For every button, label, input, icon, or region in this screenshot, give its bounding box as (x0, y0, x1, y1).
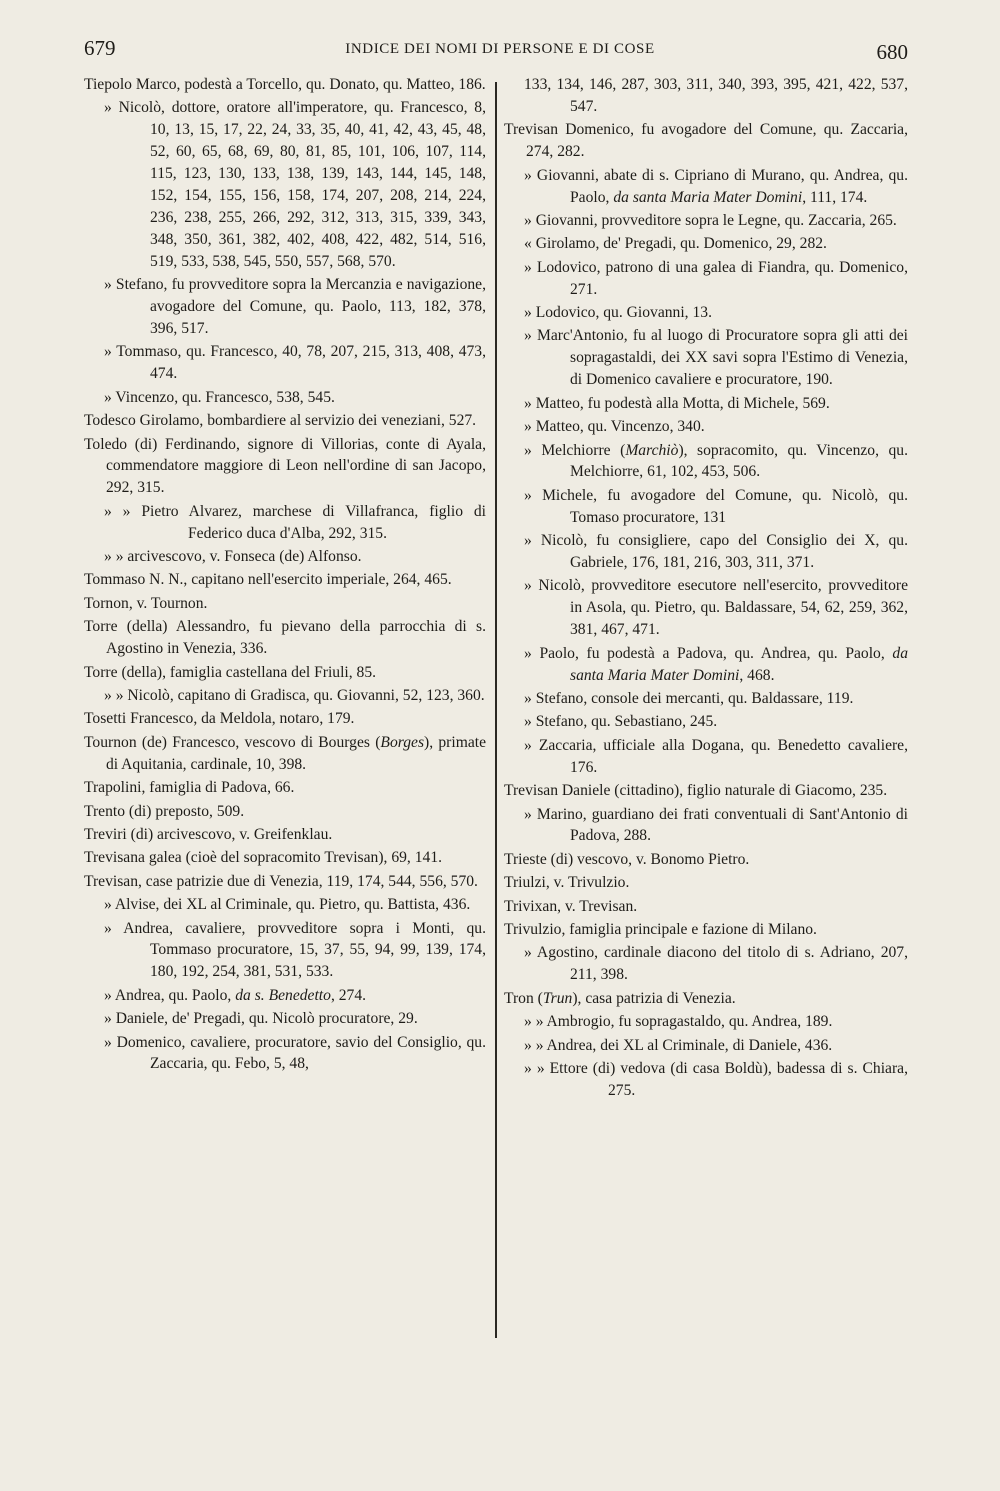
index-entry: » Marino, guardiano dei frati conventuali di Sant'Antonio di Padova, 288. (524, 805, 908, 845)
index-entry: » » Nicolò, capitano di Gradisca, qu. Giovanni, 52, 123, 360. (104, 686, 485, 704)
index-entry: » » Ettore (di) vedova (di casa Boldù), badessa di s. Chiara, 275. (524, 1059, 908, 1099)
index-entry: » Lodovico, qu. Giovanni, 13. (524, 304, 712, 322)
left-index-column (84, 74, 486, 1077)
index-entry: » Vincenzo, qu. Francesco, 538, 545. (104, 388, 335, 406)
column-divider (495, 82, 497, 1338)
index-entry: » Melchiorre (Marchiò), sopracomito, qu. Vincenzo, qu. Melchiorre, 61, 102, 453, 506. (524, 441, 908, 481)
right-page-number: 680 (876, 40, 908, 64)
index-entry: Torre (della) Alessandro, fu pievano della parrocchia di s. Agostino in Venezia, 336. (84, 618, 486, 658)
index-entry: » Marc'Antonio, fu al luogo di Procuratore sopra gli atti dei sopragastaldi, dei XX savi sopra l'Estimo di Venezia, di Domenico cavaliere e procuratore, 190. (524, 327, 908, 389)
index-entry: Tornon, v. Tournon. (84, 594, 208, 612)
index-entry: Tosetti Francesco, da Meldola, notaro, 179. (84, 710, 355, 728)
index-entry: » Michele, fu avogadore del Comune, qu. Nicolò, qu. Tomaso procuratore, 131 (524, 486, 908, 526)
index-entry: » Andrea, qu. Paolo, da s. Benedetto, 274. (104, 986, 367, 1004)
index-entry: » » Pietro Alvarez, marchese di Villafranca, figlio di Federico duca d'Alba, 292, 315. (104, 502, 486, 542)
index-entry: Trevisan, case patrizie due di Venezia, 119, 174, 544, 556, 570. (84, 872, 478, 890)
index-entry: » Nicolò, dottore, oratore all'imperatore, qu. Francesco, 8, 10, 13, 15, 17, 22, 24, 33, 35, 40, 41, 42, 43, 45, 48, 52, 60, 65, 68, 69, 80, 81, 85, 101, 106, 107, 114, 115, 123, 130, 133, 138, 139, 143, 144, 145, 148, 152, 154, 155, 156, 158, 174, 207, 208, 214, 224, 236, 238, 255, 266, 292, 312, 313, 315, 339, 343, 348, 350, 361, 382, 402, 408, 422, 482, 514, 516, 519, 533, 538, 545, 550, 557, 568, 570. (104, 99, 486, 270)
index-entry: Trevisan Domenico, fu avogadore del Comune, qu. Zaccaria, 274, 282. (504, 121, 908, 161)
index-entry: » Stefano, fu provveditore sopra la Mercanzia e navigazione, avogadore del Comune, qu. Paolo, 113, 182, 378, 396, 517. (104, 276, 486, 337)
index-entry: » Giovanni, abate di s. Cipriano di Murano, qu. Andrea, qu. Paolo, da santa Maria Mater Domini, 111, 174. (524, 166, 908, 206)
index-entry: » » Andrea, dei XL al Criminale, di Daniele, 436. (524, 1036, 833, 1054)
index-entry: » Agostino, cardinale diacono del titolo di s. Adriano, 207, 211, 398. (524, 944, 908, 984)
index-entry: Trevisana galea (cioè del sopracomito Trevisan), 69, 141. (84, 849, 443, 867)
right-index-column (504, 74, 908, 1103)
index-entry: » Stefano, qu. Sebastiano, 245. (524, 713, 718, 731)
index-entry: Tournon (de) Francesco, vescovo di Bourges (Borges), primate di Aquitania, cardinale, 10, 398. (84, 733, 486, 773)
index-entry: » Alvise, dei XL al Criminale, qu. Pietro, qu. Battista, 436. (104, 896, 471, 914)
index-entry: » Nicolò, fu consigliere, capo del Consiglio dei X, qu. Gabriele, 176, 181, 216, 303, 311, 371. (524, 532, 908, 572)
index-entry: » Paolo, fu podestà a Padova, qu. Andrea, qu. Paolo, da santa Maria Mater Domini, 468. (524, 644, 908, 684)
index-entry: Tron (Trun), casa patrizia di Venezia. (504, 989, 736, 1007)
index-entry: Trieste (di) vescovo, v. Bonomo Pietro. (504, 850, 750, 868)
index-entry: » Tommaso, qu. Francesco, 40, 78, 207, 215, 313, 408, 473, 474. (104, 343, 486, 383)
index-entry: » Nicolò, provveditore esecutore nell'esercito, provveditore in Asola, qu. Pietro, qu. Baldassare, 54, 62, 259, 362, 381, 467, 471. (524, 577, 908, 639)
index-entry: » Lodovico, patrono di una galea di Fiandra, qu. Domenico, 271. (524, 258, 908, 298)
index-entry: Trapolini, famiglia di Padova, 66. (84, 779, 295, 797)
running-title: INDICE DEI NOMI DI PERSONE E DI COSE (345, 41, 655, 57)
index-entry: Torre (della), famiglia castellana del Friuli, 85. (84, 663, 377, 681)
index-entry: « Girolamo, de' Pregadi, qu. Domenico, 29, 282. (524, 235, 827, 253)
index-entry: » Matteo, qu. Vincenzo, 340. (524, 418, 705, 436)
index-entry: Treviri (di) arcivescovo, v. Greifenklau. (84, 825, 333, 843)
index-entry: » Daniele, de' Pregadi, qu. Nicolò procuratore, 29. (104, 1010, 418, 1028)
index-entry: Tiepolo Marco, podestà a Torcello, qu. Donato, qu. Matteo, 186. (84, 76, 486, 93)
index-entry: » » Ambrogio, fu sopragastaldo, qu. Andrea, 189. (524, 1013, 833, 1031)
left-page-number: 679 (84, 36, 116, 60)
index-entry: Trevisan Daniele (cittadino), figlio naturale di Giacomo, 235. (504, 782, 888, 800)
index-entry: Triulzi, v. Trivulzio. (504, 874, 630, 892)
index-entry: Todesco Girolamo, bombardiere al servizio dei veneziani, 527. (84, 412, 477, 430)
index-entry: » » arcivescovo, v. Fonseca (de) Alfonso. (104, 548, 362, 566)
index-entry: » Andrea, cavaliere, provveditore sopra i Monti, qu. Tommaso procuratore, 15, 37, 55, 94, 99, 139, 174, 180, 192, 254, 381, 531, 533. (104, 919, 486, 981)
index-entry: Trivulzio, famiglia principale e fazione di Milano. (504, 921, 817, 939)
index-entry: Toledo (di) Ferdinando, signore di Villorias, conte di Ayala, commendatore maggiore di Leon nell'ordine di san Jacopo, 292, 315. (84, 435, 486, 497)
index-entry: Trento (di) preposto, 509. (84, 802, 245, 820)
index-entry: » Matteo, fu podestà alla Motta, di Michele, 569. (524, 394, 830, 412)
index-entry: » Stefano, console dei mercanti, qu. Baldassare, 119. (524, 689, 854, 707)
index-entry: 133, 134, 146, 287, 303, 311, 340, 393, 395, 421, 422, 537, 547. (524, 76, 908, 115)
index-entry: Tommaso N. N., capitano nell'esercito imperiale, 264, 465. (84, 571, 452, 589)
index-entry: » Domenico, cavaliere, procuratore, savio del Consiglio, qu. Zaccaria, qu. Febo, 5, 48, (104, 1033, 486, 1073)
index-entry: Trivixan, v. Trevisan. (504, 897, 638, 915)
index-entry: » Giovanni, provveditore sopra le Legne, qu. Zaccaria, 265. (524, 211, 897, 229)
index-entry: » Zaccaria, ufficiale alla Dogana, qu. Benedetto cavaliere, 176. (524, 736, 908, 776)
